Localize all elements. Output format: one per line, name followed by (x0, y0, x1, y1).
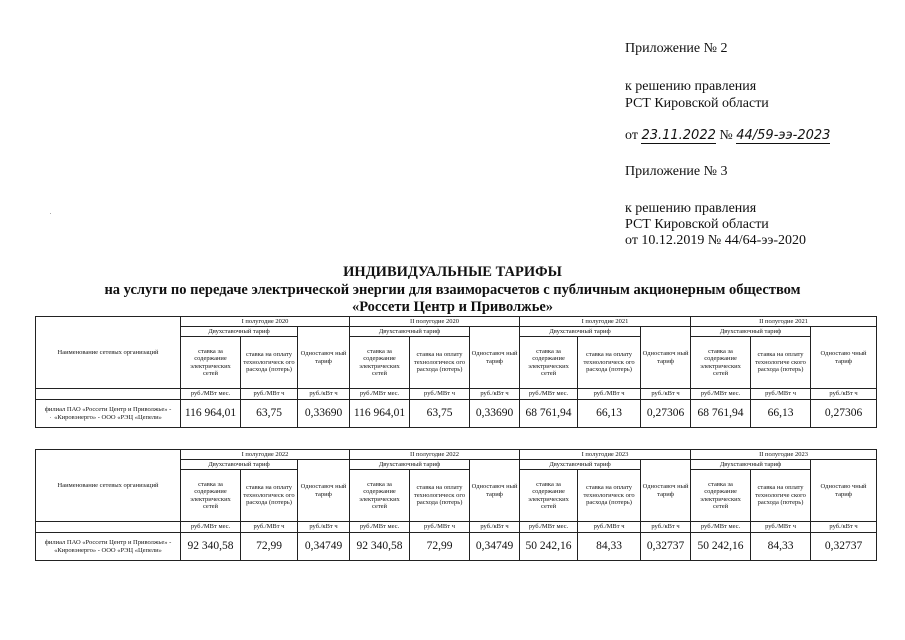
unit-cell: руб./МВт мес. (520, 522, 578, 533)
loss-rate-header: ставка на оплату технологиче ского расхода (потерь) (751, 470, 811, 522)
appendix-2-date-line (625, 127, 830, 144)
period-header: I полугодие 2020 (181, 317, 350, 327)
upkeep-rate-header: ставка за содержание электрических сетей (520, 470, 578, 522)
one-part-header: Одноставоч ный тариф (298, 460, 350, 522)
value-cell: 0,32737 (641, 533, 691, 561)
unit-cell: руб./МВт мес. (350, 389, 410, 400)
appendix-2-line1: к решению правления (625, 79, 757, 94)
value-cell: 68 761,94 (691, 400, 751, 428)
two-part-header: Двухставочный тариф (181, 327, 298, 337)
unit-cell: руб./МВт ч (578, 522, 641, 533)
doc-title: ИНДИВИДУАЛЬНЫЕ ТАРИФЫ (343, 264, 562, 280)
loss-rate-header: ставка на оплату технологическ ого расхода (потерь) (578, 470, 641, 522)
one-part-header: Одноставоч ный тариф (298, 327, 350, 389)
value-cell: 66,13 (751, 400, 811, 428)
unit-cell: руб./кВт ч (470, 522, 520, 533)
empty-cell (36, 522, 181, 533)
period-header: I полугодие 2022 (181, 450, 350, 460)
doc-subtitle: на услуги по передаче электрической энергии для взаиморасчетов с публичным акционерным обществом (104, 282, 801, 298)
loss-rate-header: ставка на оплату технологическ ого расхода (потерь) (241, 470, 298, 522)
value-cell: 0,33690 (470, 400, 520, 428)
value-cell: 0,33690 (298, 400, 350, 428)
loss-rate-header: ставка на оплату технологическ ого расхода (потерь) (410, 470, 470, 522)
loss-rate-header: ставка на оплату технологическ ого расхода (потерь) (410, 337, 470, 389)
value-cell: 0,27306 (641, 400, 691, 428)
appendix-2-from: от (625, 128, 638, 143)
period-header: I полугодие 2023 (520, 450, 691, 460)
appendix-2-no-sign: № (719, 128, 733, 143)
unit-cell: руб./МВт мес. (350, 522, 410, 533)
unit-cell: руб./кВт ч (811, 389, 877, 400)
value-cell: 84,33 (751, 533, 811, 561)
two-part-header: Двухставочный тариф (350, 327, 470, 337)
upkeep-rate-header: ставка за содержание электрических сетей (350, 337, 410, 389)
two-part-header: Двухставочный тариф (691, 460, 811, 470)
unit-cell: руб./кВт ч (298, 522, 350, 533)
value-cell: 63,75 (410, 400, 470, 428)
unit-cell: руб./МВт ч (410, 522, 470, 533)
upkeep-rate-header: ставка за содержание электрических сетей (350, 470, 410, 522)
value-cell: 116 964,01 (350, 400, 410, 428)
unit-cell: руб./кВт ч (298, 389, 350, 400)
upkeep-rate-header: ставка за содержание электрических сетей (181, 470, 241, 522)
value-cell: 0,34749 (470, 533, 520, 561)
period-header: II полугодие 2022 (350, 450, 520, 460)
one-part-header: Одноставо чный тариф (811, 460, 877, 522)
empty-cell (36, 389, 181, 400)
unit-cell: руб./МВт ч (410, 389, 470, 400)
appendix-3-line2: РСТ Кировской области (625, 217, 769, 232)
appendix-2-title: Приложение № 2 (625, 41, 728, 56)
unit-cell: руб./МВт ч (241, 522, 298, 533)
org-name-cell: филиал ПАО «Россети Центр и Приволжье» - «Кировэнерго» - ООО «РЭЦ «Цепели» (36, 400, 181, 428)
value-cell: 92 340,58 (181, 533, 241, 561)
value-cell: 50 242,16 (691, 533, 751, 561)
doc-subtitle-org: «Россети Центр и Приволжье» (351, 299, 554, 315)
value-cell: 72,99 (410, 533, 470, 561)
unit-cell: руб./МВт ч (751, 389, 811, 400)
two-part-header: Двухставочный тариф (520, 327, 641, 337)
appendix-3-line1: к решению правления (625, 201, 757, 216)
unit-cell: руб./МВт мес. (691, 389, 751, 400)
unit-cell: руб./кВт ч (641, 522, 691, 533)
upkeep-rate-header: ставка за содержание электрических сетей (520, 337, 578, 389)
unit-cell: руб./МВт мес. (181, 389, 241, 400)
loss-rate-header: ставка на оплату технологическ ого расхода (потерь) (578, 337, 641, 389)
appendix-2-line2: РСТ Кировской области (625, 96, 769, 111)
value-cell: 116 964,01 (181, 400, 241, 428)
period-header: II полугодие 2023 (691, 450, 877, 460)
tariff-table-2022-2023 (35, 449, 877, 561)
unit-cell: руб./МВт ч (578, 389, 641, 400)
upkeep-rate-header: ставка за содержание электрических сетей (691, 337, 751, 389)
one-part-header: Одноставоч ный тариф (470, 327, 520, 389)
upkeep-rate-header: ставка за содержание электрических сетей (181, 337, 241, 389)
one-part-header: Одноставо чный тариф (811, 327, 877, 389)
upkeep-rate-header: ставка за содержание электрических сетей (691, 470, 751, 522)
appendix-2-date: 23.11.2022 (641, 128, 716, 143)
one-part-header: Одноставоч ный тариф (641, 460, 691, 522)
unit-cell: руб./МВт мес. (520, 389, 578, 400)
org-header-cell: Наименование сетевых организаций (36, 317, 181, 389)
unit-cell: руб./МВт ч (751, 522, 811, 533)
appendix-3-title: Приложение № 3 (625, 164, 728, 179)
value-cell: 92 340,58 (350, 533, 410, 561)
value-cell: 66,13 (578, 400, 641, 428)
value-cell: 0,27306 (811, 400, 877, 428)
two-part-header: Двухставочный тариф (691, 327, 811, 337)
period-header: II полугодие 2021 (691, 317, 877, 327)
value-cell: 63,75 (241, 400, 298, 428)
appendix-2-number: 44/59-ээ-2023 (736, 128, 831, 143)
loss-rate-header: ставка на оплату технологиче ского расхода (потерь) (751, 337, 811, 389)
value-cell: 68 761,94 (520, 400, 578, 428)
period-header: I полугодие 2021 (520, 317, 691, 327)
value-cell: 72,99 (241, 533, 298, 561)
unit-cell: руб./МВт мес. (181, 522, 241, 533)
unit-cell: руб./МВт мес. (691, 522, 751, 533)
tariff-table-2020-2021 (35, 316, 877, 428)
appendix-3-line3: от 10.12.2019 № 44/64-ээ-2020 (625, 233, 807, 248)
unit-cell: руб./МВт ч (241, 389, 298, 400)
unit-cell: руб./кВт ч (641, 389, 691, 400)
two-part-header: Двухставочный тариф (181, 460, 298, 470)
value-cell: 50 242,16 (520, 533, 578, 561)
unit-cell: руб./кВт ч (470, 389, 520, 400)
two-part-header: Двухставочный тариф (520, 460, 641, 470)
loss-rate-header: ставка на оплату технологическ ого расхода (потерь) (241, 337, 298, 389)
period-header: II полугодие 2020 (350, 317, 520, 327)
margin-dot (50, 213, 51, 214)
one-part-header: Одноставоч ный тариф (641, 327, 691, 389)
value-cell: 84,33 (578, 533, 641, 561)
one-part-header: Одноставоч ный тариф (470, 460, 520, 522)
value-cell: 0,32737 (811, 533, 877, 561)
unit-cell: руб./кВт ч (811, 522, 877, 533)
org-header-cell: Наименование сетевых организаций (36, 450, 181, 522)
value-cell: 0,34749 (298, 533, 350, 561)
two-part-header: Двухставочный тариф (350, 460, 470, 470)
org-name-cell: филиал ПАО «Россети Центр и Приволжье» - «Кировэнерго» - ООО «РЭЦ «Цепели» (36, 533, 181, 561)
